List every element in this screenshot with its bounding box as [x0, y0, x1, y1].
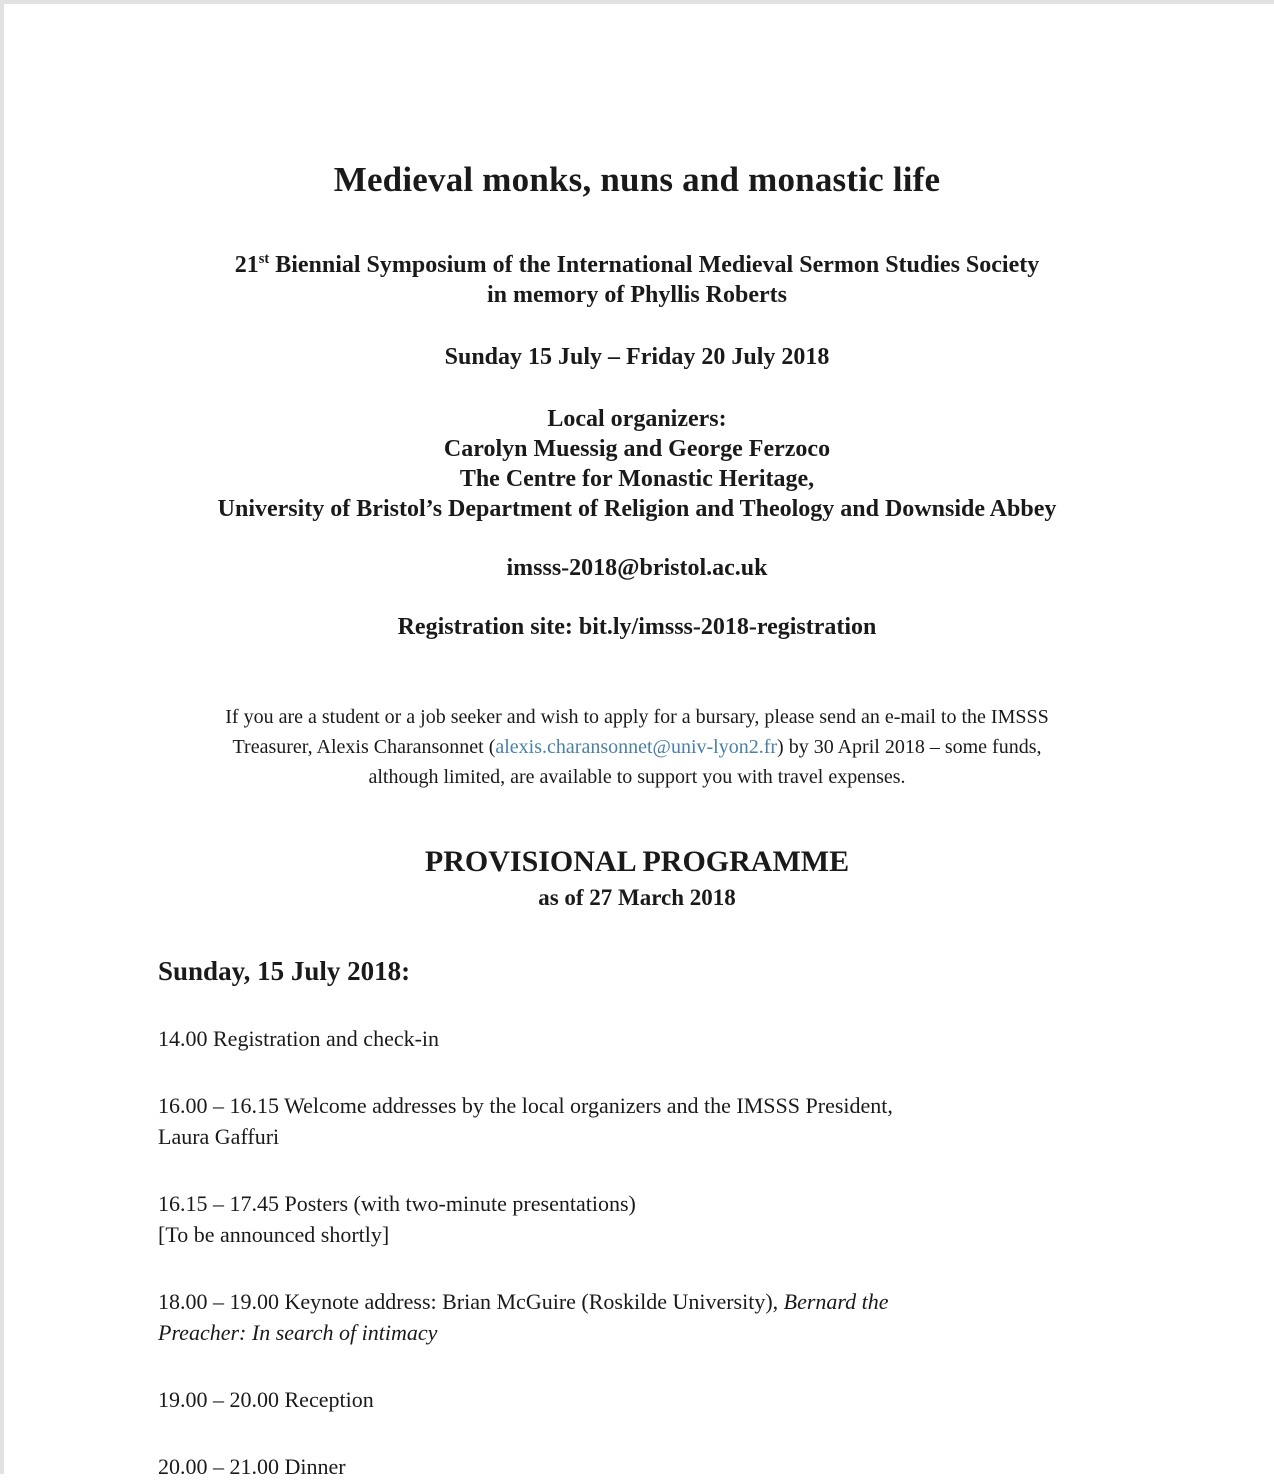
organizers-label: Local organizers: [547, 406, 727, 432]
page-edge-top [0, 0, 1274, 4]
organizers-names: Carolyn Muessig and George Ferzoco [443, 436, 831, 462]
symposium-subtitle [158, 250, 1116, 310]
schedule-item-text: 16.15 – 17.45 Posters (with two-minute presentations) [158, 1191, 636, 1216]
symposium-subtitle-line2: in memory of Phyllis Roberts [487, 282, 787, 308]
schedule-item-reception [158, 1384, 1116, 1415]
schedule-item-text: 16.00 – 16.15 Welcome addresses by the local organizers and the IMSSS President, [158, 1093, 893, 1118]
keynote-title-part1: Bernard the [783, 1289, 889, 1314]
ordinal-suffix: st [258, 251, 270, 267]
keynote-title-part2: Preacher: In search of intimacy [158, 1320, 438, 1345]
schedule-item-text: 19.00 – 20.00 Reception [158, 1387, 374, 1412]
schedule-item-text: 18.00 – 19.00 Keynote address: Brian McGuire (Roskilde University), [158, 1289, 784, 1314]
programme-heading: PROVISIONAL PROGRAMME [424, 845, 850, 878]
schedule-item-welcome [158, 1090, 1116, 1152]
schedule-item-posters [158, 1188, 1116, 1250]
schedule-item-text: 14.00 Registration and check-in [158, 1026, 440, 1051]
bursary-note [158, 702, 1116, 792]
bursary-line3: although limited, are available to support you with travel expenses. [368, 766, 906, 788]
registration-site-line: Registration site: bit.ly/imsss-2018-registration [397, 614, 877, 640]
organizers-block [158, 404, 1116, 524]
symposium-dates: Sunday 15 July – Friday 20 July 2018 [444, 344, 830, 370]
contact-email: imsss-2018@bristol.ac.uk [506, 555, 768, 581]
treasurer-email-link[interactable]: alexis.charansonnet@univ-lyon2.fr [495, 736, 778, 758]
schedule-item-text: 20.00 – 21.00 Dinner [158, 1454, 346, 1479]
bursary-line2-before: Treasurer, Alexis Charansonnet ( [232, 736, 496, 758]
schedule-item-keynote [158, 1286, 1116, 1348]
schedule-item-dinner [158, 1451, 1116, 1482]
page-edge-left [0, 0, 4, 1474]
bursary-line2-after: ) by 30 April 2018 – some funds, [777, 736, 1042, 758]
schedule-item-text-line2: Laura Gaffuri [158, 1124, 280, 1149]
symposium-number: 21 [234, 252, 259, 278]
document-title: Medieval monks, nuns and monastic life [333, 160, 941, 199]
schedule-item-text-line2: [To be announced shortly] [158, 1222, 390, 1247]
schedule-item-registration [158, 1023, 1116, 1054]
bursary-line1: If you are a student or a job seeker and wish to apply for a bursary, please send an e-mail to the IMSSS [225, 706, 1049, 728]
organizers-centre: The Centre for Monastic Heritage, [459, 466, 815, 492]
day-heading-sunday: Sunday, 15 July 2018: [158, 956, 411, 986]
organizers-affiliation: University of Bristol’s Department of Religion and Theology and Downside Abbey [217, 496, 1057, 522]
symposium-subtitle-line1: Biennial Symposium of the International Medieval Sermon Studies Society [269, 252, 1040, 278]
programme-as-of-date: as of 27 March 2018 [538, 885, 736, 910]
